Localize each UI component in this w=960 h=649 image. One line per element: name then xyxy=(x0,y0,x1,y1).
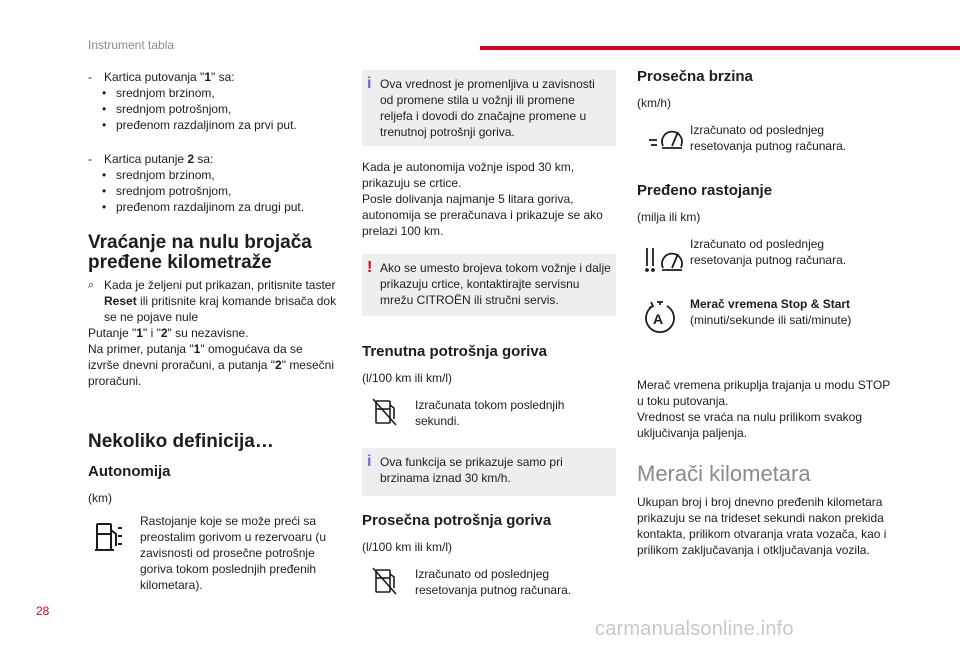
trip1-dash: - xyxy=(88,70,92,84)
info-note-speed: i Ova funkcija se prikazuje samo pri brzinama iznad 30 km/h. xyxy=(362,448,616,496)
odometers-heading: Merači kilometara xyxy=(637,461,811,486)
warning-icon: ! xyxy=(367,259,373,276)
trip1-intro: Kartica putovanja "1" sa: xyxy=(104,70,235,84)
stop-start-paragraph: Merač vremena prikuplja trajanja u modu STOP u toku putovanja. Vrednost se vraća na nulu prilikom svakog uključivanja paljenja. xyxy=(637,378,891,440)
list-item: • srednjom brzinom, xyxy=(102,167,342,183)
list-item: • srednjom potrošnjom, xyxy=(102,101,342,117)
trip2-dash: - xyxy=(88,152,92,166)
autonomy-unit: (km) xyxy=(88,491,112,505)
average-consumption-unit: (l/100 km ili km/l) xyxy=(362,540,453,554)
info-note-variable-value: i Ova vrednost je promenljiva u zavisnosti od promene stila u vožnji ili promene reljefa i dovodi do značajne promene u trenutnoj potrošnji goriva. xyxy=(362,70,616,146)
average-speed-description: Izračunato od poslednjeg resetovanja putnog računara. xyxy=(690,123,847,153)
info-icon: i xyxy=(367,453,372,470)
watermark: carmanualsonline.info xyxy=(595,618,794,640)
list-item: • pređenom razdaljinom za prvi put. xyxy=(102,117,342,133)
average-consumption-heading: Prosečna potrošnja goriva xyxy=(362,512,552,529)
autonomy-description: Rastojanje koje se može preći sa preostalim gorivom u rezervoaru (u zavisnosti od prosečne potrošnje goriva tokom poslednjih pređenih kilometara). xyxy=(140,514,327,592)
reset-heading xyxy=(88,233,312,273)
trip1-list xyxy=(102,85,342,133)
distance-travelled-icon xyxy=(643,244,685,274)
trip2-intro: Kartica putanje 2 sa: xyxy=(104,152,214,166)
stop-start-unit: (minuti/sekunde ili sati/minute) xyxy=(690,313,852,327)
fuel-range-icon xyxy=(94,520,132,556)
page-number: 28 xyxy=(36,604,50,618)
current-consumption-description: Izračunata tokom poslednjih sekundi. xyxy=(415,398,565,428)
autonomy-dashes-paragraph: Kada je autonomija vožnje ispod 30 km, prikazuju se crtice. Posle dolivanja najmanje 5 litara goriva, autonomija se preračunava i prikazuje se ako prelazi 100 km. xyxy=(362,160,603,238)
list-item: • srednjom brzinom, xyxy=(102,85,342,101)
distance-unit: (milja ili km) xyxy=(637,210,701,224)
odometers-paragraph: Ukupan broj i broj dnevno pređenih kilometara prikazuju se na trideset sekundi nakon prekida kontakta, prilikom otvaranja vrata vozača, kao i prilikom zaključavanja i otključavanja vozila. xyxy=(637,495,887,557)
running-header: Instrument tabla xyxy=(88,38,175,52)
stop-start-description xyxy=(690,296,910,328)
step-marker-icon: ⌕ xyxy=(88,279,95,291)
trip2-list xyxy=(102,167,342,215)
reset-heading-line1: Vraćanje na nulu brojača xyxy=(88,232,312,253)
stop-start-title: Merač vremena Stop & Start xyxy=(690,297,851,311)
fuel-consumption-icon xyxy=(372,397,398,427)
average-consumption-description: Izračunato od poslednjeg resetovanja putnog računara. xyxy=(415,567,572,597)
reset-body: ⌕ Kada je željeni put prikazan, pritisnite taster Reset ili pritisnite kraj komande brisača dok se ne pojave nule Putanje "1" i "2" su nezavisne. Na primer, putanja "1" omogućava da se izvrše dnevni proračuni, a putanja "2" mesečni proračuni. xyxy=(88,278,337,388)
reset-heading-line2: pređene kilometraže xyxy=(88,252,272,273)
list-item: • srednjom potrošnjom, xyxy=(102,183,342,199)
current-consumption-unit: (l/100 km ili km/l) xyxy=(362,371,453,385)
average-fuel-consumption-icon xyxy=(372,566,398,596)
autonomy-heading: Autonomija xyxy=(88,463,171,480)
definitions-heading: Nekoliko definicija… xyxy=(88,431,274,452)
warning-note-dashes: ! Ako se umesto brojeva tokom vožnje i dalje prikazuju crtice, kontaktirajte servisnu mrežu CITROËN ili stručni servis. xyxy=(362,254,616,316)
distance-description: Izračunato od poslednjeg resetovanja putnog računara. xyxy=(690,237,847,267)
stop-start-timer-icon xyxy=(643,300,677,336)
current-consumption-heading: Trenutna potrošnja goriva xyxy=(362,343,548,360)
distance-heading: Pređeno rastojanje xyxy=(637,182,773,199)
average-speed-unit: (km/h) xyxy=(637,96,671,110)
average-speed-icon xyxy=(645,126,685,154)
list-item: • pređenom razdaljinom za drugi put. xyxy=(102,199,342,215)
header-accent-bar xyxy=(480,46,960,50)
info-icon: i xyxy=(367,75,372,92)
stop-start-icon-letter: A xyxy=(653,311,664,327)
average-speed-heading: Prosečna brzina xyxy=(637,68,753,85)
